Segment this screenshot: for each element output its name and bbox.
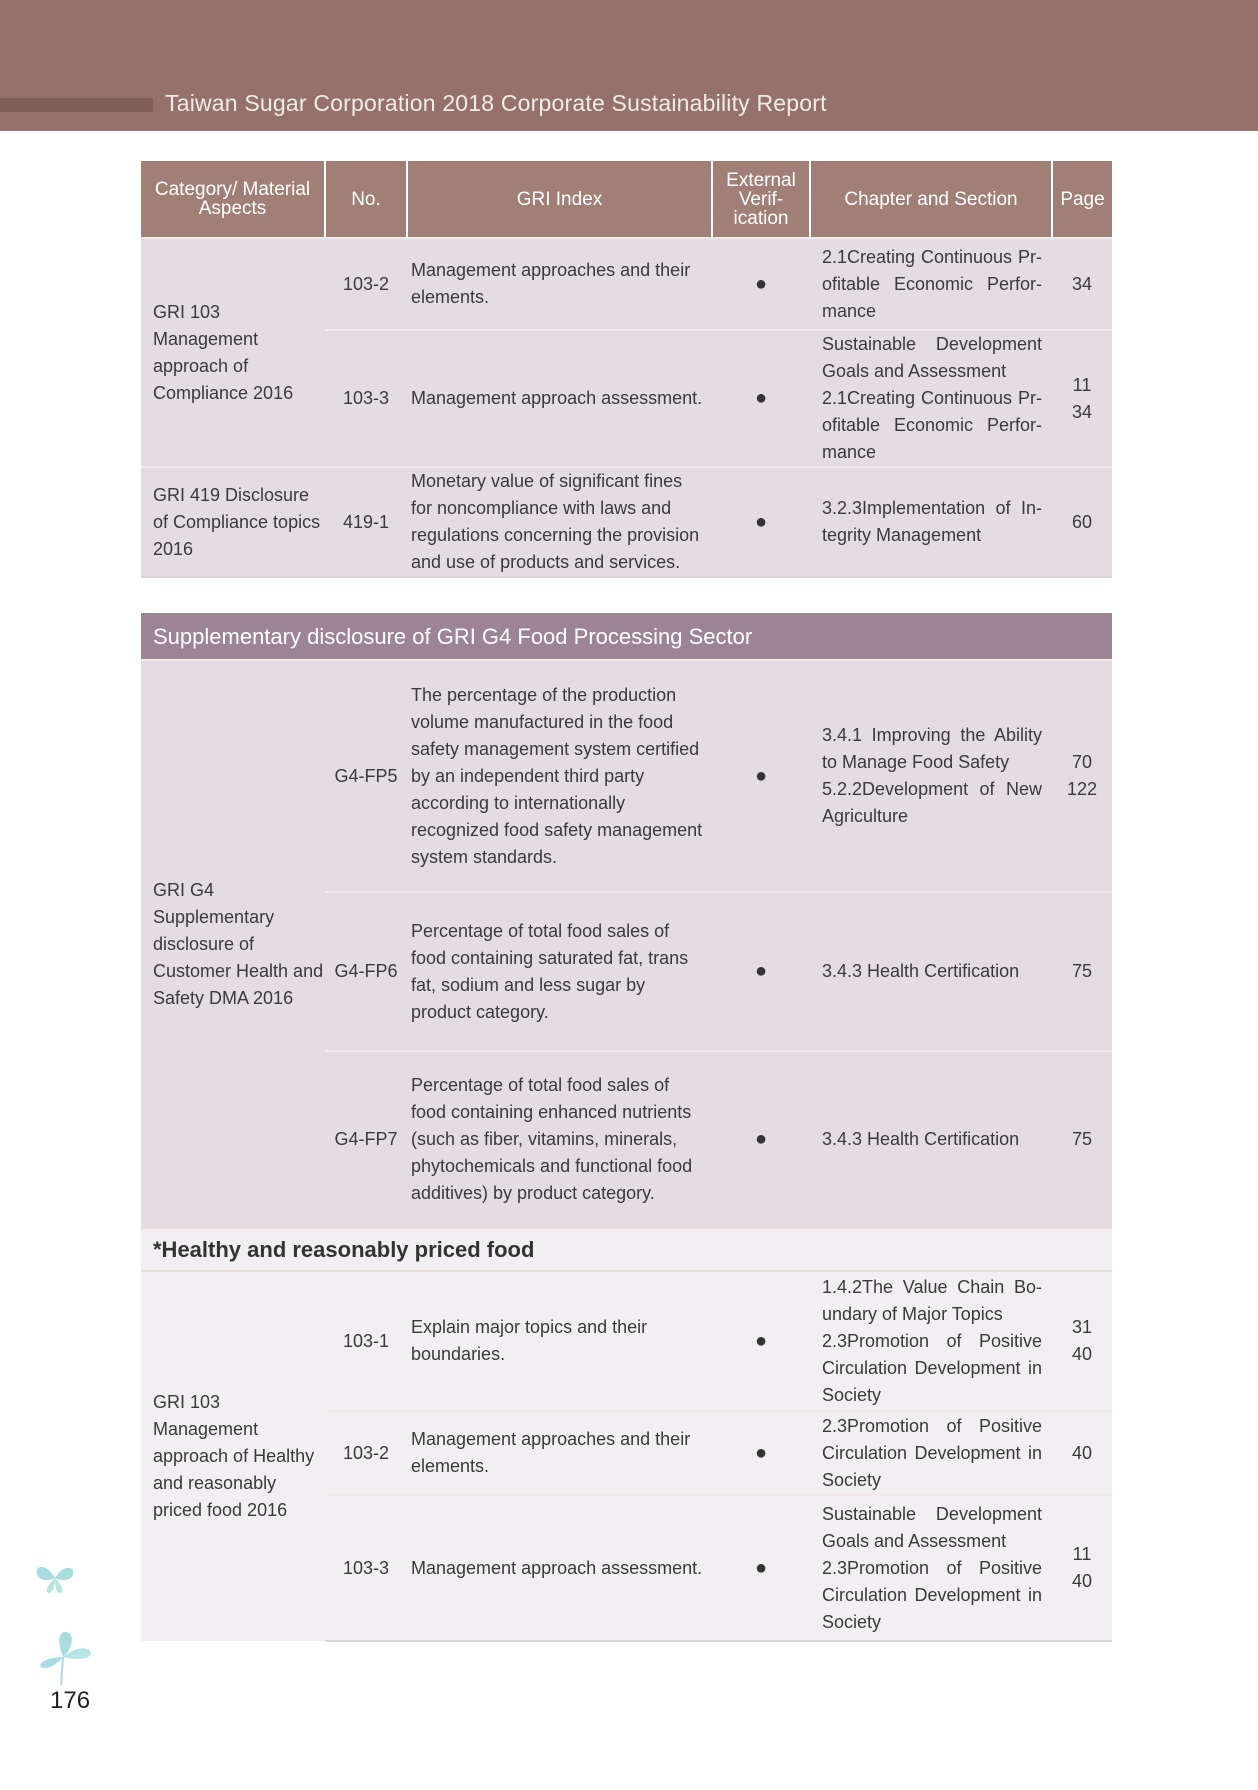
chapter-section: 1.4.2The Value Chain Bo-undary of Major Topics 2.3Promotion of Positive Circulation Development in Society: [810, 1271, 1052, 1411]
gri-index-text: Management approaches and their elements.: [407, 1411, 712, 1495]
gri-index-text: Management approaches and their elements.: [407, 238, 712, 330]
report-header: [0, 0, 1258, 131]
verification-dot: ●: [712, 330, 810, 467]
verification-dot: ●: [712, 1411, 810, 1495]
gri-table: [141, 161, 1112, 578]
chapter-section: 2.1Creating Continuous Pr-ofitable Economic Perfor-mance: [810, 238, 1052, 330]
page-ref: 75: [1052, 1051, 1112, 1228]
chapter-section: Sustainable Development Goals and Assessment 2.3Promotion of Positive Circulation Development in Society: [810, 1495, 1052, 1641]
category-cell: GRI 419 Disclosure of Compliance topics 2016: [141, 467, 325, 577]
section-title: Supplementary disclosure of GRI G4 Food Processing Sector: [141, 613, 1112, 660]
report-title: Taiwan Sugar Corporation 2018 Corporate Sustainability Report: [165, 90, 827, 116]
table-row: [141, 467, 1112, 577]
table-row: [141, 238, 1112, 330]
page-ref: 11 34: [1052, 330, 1112, 467]
gri-number: 419-1: [325, 467, 407, 577]
verification-dot: ●: [712, 467, 810, 577]
section-band: [141, 613, 1112, 660]
col-header-page: Page: [1052, 161, 1112, 238]
table-row: [141, 1271, 1112, 1411]
verification-dot: ●: [712, 892, 810, 1051]
page-ref: 31 40: [1052, 1271, 1112, 1411]
chapter-section: 3.4.3 Health Certification: [810, 1051, 1052, 1228]
verification-dot: ●: [712, 1495, 810, 1641]
category-cell: GRI 103 Management approach of Compliance 2016: [141, 238, 325, 467]
gri-index-text: Percentage of total food sales of food containing enhanced nutrients (such as fiber, vitamins, minerals, phytochemicals and functional food additives) by product category.: [407, 1051, 712, 1228]
gri-number: 103-3: [325, 330, 407, 467]
verification-dot: ●: [712, 660, 810, 892]
gri-index-text: Management approach assessment.: [407, 330, 712, 467]
verification-dot: ●: [712, 238, 810, 330]
col-header-category: Category/ Material Aspects: [141, 161, 325, 238]
page-ref: 75: [1052, 892, 1112, 1051]
chapter-section: 3.4.3 Health Certification: [810, 892, 1052, 1051]
subsection-title: *Healthy and reasonably priced food: [141, 1228, 1112, 1271]
verification-dot: ●: [712, 1271, 810, 1411]
col-header-no: No.: [325, 161, 407, 238]
verification-dot: ●: [712, 1051, 810, 1228]
gri-number: 103-1: [325, 1271, 407, 1411]
gri-number: 103-2: [325, 238, 407, 330]
gri-number: 103-3: [325, 1495, 407, 1641]
col-header-external-verification: External Verif-ication: [712, 161, 810, 238]
butterfly-icon: [33, 1560, 77, 1596]
butterfly-icon: [33, 1627, 95, 1687]
page-ref: 11 40: [1052, 1495, 1112, 1641]
gri-index-text: Percentage of total food sales of food containing saturated fat, trans fat, sodium and less sugar by product category.: [407, 892, 712, 1051]
category-cell: GRI G4 Supplementary disclosure of Customer Health and Safety DMA 2016: [141, 660, 325, 1228]
page-ref: 70 122: [1052, 660, 1112, 892]
page-ref: 60: [1052, 467, 1112, 577]
chapter-section: 3.2.3Implementation of In-tegrity Management: [810, 467, 1052, 577]
page-ref: 40: [1052, 1411, 1112, 1495]
gri-index-text: The percentage of the production volume manufactured in the food safety management system certified by an independent third party according to internationally recognized food safety management system standards.: [407, 660, 712, 892]
chapter-section: Sustainable Development Goals and Assessment 2.1Creating Continuous Pr-ofitable Economic Perfor-mance: [810, 330, 1052, 467]
gri-number: G4-FP7: [325, 1051, 407, 1228]
gri-index-text: Explain major topics and their boundaries.: [407, 1271, 712, 1411]
gri-number: G4-FP6: [325, 892, 407, 1051]
table-header-row: [141, 161, 1112, 238]
gri-number: 103-2: [325, 1411, 407, 1495]
gri-index-text: Monetary value of significant fines for noncompliance with laws and regulations concerning the provision and use of products and services.: [407, 467, 712, 577]
chapter-section: 3.4.1 Improving the Ability to Manage Food Safety 5.2.2Development of New Agriculture: [810, 660, 1052, 892]
header-accent-strip: [0, 98, 153, 112]
gri-number: G4-FP5: [325, 660, 407, 892]
page-number: 176: [50, 1687, 91, 1714]
table-row: [141, 660, 1112, 892]
page-ref: 34: [1052, 238, 1112, 330]
col-header-chapter: Chapter and Section: [810, 161, 1052, 238]
subsection-band: [141, 1228, 1112, 1271]
chapter-section: 2.3Promotion of Positive Circulation Development in Society: [810, 1411, 1052, 1495]
gri-supplementary-table: [141, 613, 1112, 1642]
gri-index-text: Management approach assessment.: [407, 1495, 712, 1641]
col-header-gri-index: GRI Index: [407, 161, 712, 238]
category-cell: GRI 103 Management approach of Healthy and reasonably priced food 2016: [141, 1271, 325, 1641]
